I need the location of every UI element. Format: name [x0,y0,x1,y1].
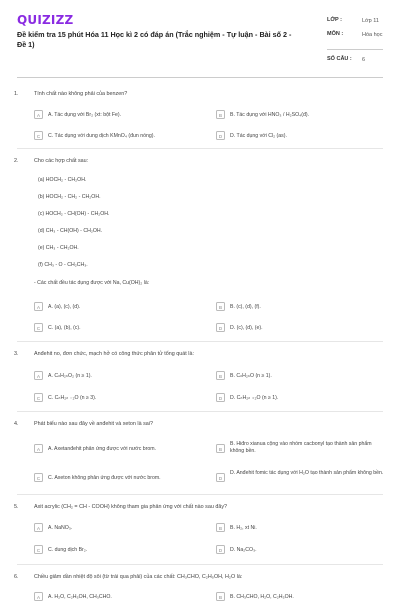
list-item: (f) CH₃ - O - CH₂CH₃. [38,262,88,268]
list-item: (e) CH₃ - CH₂OH. [38,245,79,251]
question-text: Anđehit no, đơn chức, mạch hở có công thức phân tử tổng quát là: [34,351,194,357]
header-divider [17,77,383,78]
question-text: Phát biểu nào sau đây về anđehit và xeton là sai? [34,421,153,427]
question-number: 1. [14,91,19,97]
header [0,0,400,70]
question-divider [17,494,383,495]
question-number: 2. [14,158,19,164]
question-divider [17,148,383,149]
mon-label: MÔN : [327,31,344,37]
list-item: (b) HOCH₂ - CH₂ - CH₂OH. [38,194,101,200]
question-text: Axit acrylic (CH₂ = CH - COOH) không tham gia phản ứng với chất nào sau đây? [34,504,228,510]
lop-label: LỚP : [327,17,342,23]
question-subtext: - Các chất đều tác dụng được với Na, Cu(OH)₂ là: [34,280,150,286]
question-text: Tính chất nào không phải của benzen? [34,91,128,97]
socau-label: SỐ CÂU : [327,56,352,62]
socau-value: 6 [362,57,366,63]
quizizz-logo: QUIZIZZ [17,13,74,27]
list-item: (c) HOCH₂ - CH(OH) - CH₂OH. [38,211,110,217]
question-divider [17,341,383,342]
question-number: 5. [14,504,19,510]
list-item: (a) HOCH₂ - CH₂OH. [38,177,87,183]
page-title: Đề kiểm tra 15 phút Hóa 11 Học kì 2 có đáp án (Trắc nghiệm - Tự luận - Bài số 2 - Đề 1) [17,30,292,49]
question-divider [17,564,383,565]
question-text: Chiều giảm dần nhiệt độ sôi (từ trái qua phải) của các chất: CH₃CHO, C₂H₅OH, H₂O là: [34,574,243,580]
question-number: 4. [14,421,19,427]
question-divider [17,411,383,412]
list-item: (d) CH₃ - CH(OH) - CH₂OH. [38,228,103,234]
lop-value: Lớp 11 [362,18,379,24]
question-number: 3. [14,351,19,357]
meta-divider [327,49,383,50]
question-text: Cho các hợp chất sau: [34,158,89,164]
mon-value: Hóa học [362,32,383,38]
question-number: 6. [14,574,19,580]
